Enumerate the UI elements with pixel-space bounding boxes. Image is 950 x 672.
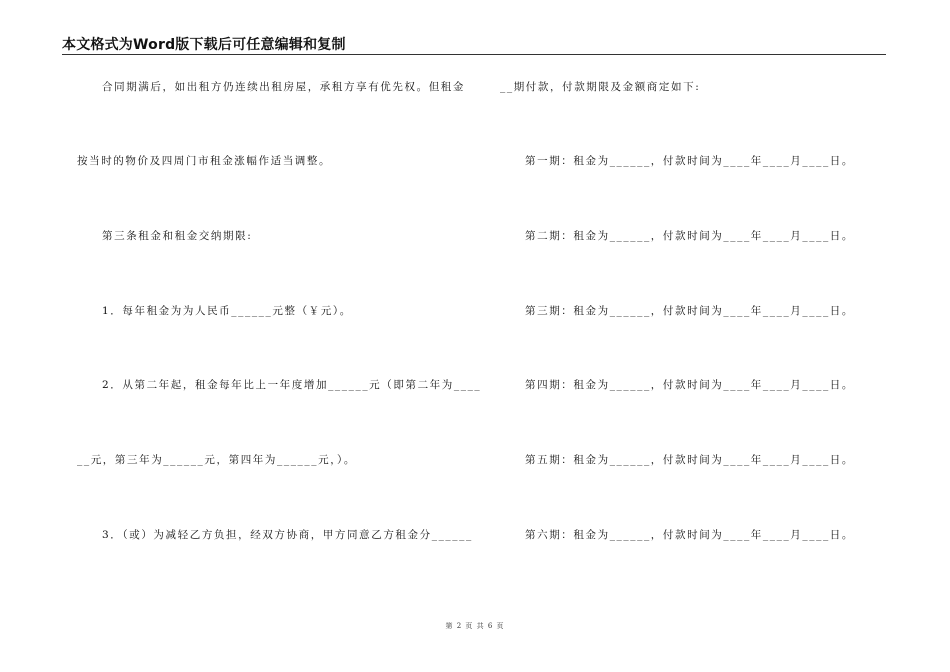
right-line-6: 第五期：租金为______，付款时间为____年____月____日。 [525,454,854,466]
right-line-3: 第二期：租金为______，付款时间为____年____月____日。 [525,230,854,242]
left-line-2: 按当时的物价及四周门市租金涨幅作适当调整。 [77,155,332,167]
header-title: 本文格式为Word版下载后可任意编辑和复制 [62,37,346,53]
left-line-3: 第三条租金和租金交纳期限: [102,230,253,242]
right-line-7: 第六期：租金为______，付款时间为____年____月____日。 [525,529,854,541]
left-line-4: 1．每年租金为为人民币______元整（￥元）。 [102,305,352,317]
left-line-6: __元，第三年为______元，第四年为______元，）。 [77,454,356,466]
page-footer: 第 2 页 共 6 页 [445,622,505,630]
right-line-2: 第一期：租金为______，付款时间为____年____月____日。 [525,155,854,167]
left-line-1: 合同期满后，如出租方仍连续出租房屋，承租方享有优先权。但租金 [102,81,465,93]
page-header [62,34,886,55]
right-line-4: 第三期：租金为______，付款时间为____年____月____日。 [525,305,854,317]
right-line-1: __期付款，付款期限及金额商定如下: [500,81,701,93]
left-line-5: 2．从第二年起，租金每年比上一年度增加______元（即第二年为____ [102,379,482,391]
left-line-7: 3．（或）为减轻乙方负担，经双方协商，甲方同意乙方租金分______ [102,529,473,541]
right-line-5: 第四期：租金为______，付款时间为____年____月____日。 [525,379,854,391]
